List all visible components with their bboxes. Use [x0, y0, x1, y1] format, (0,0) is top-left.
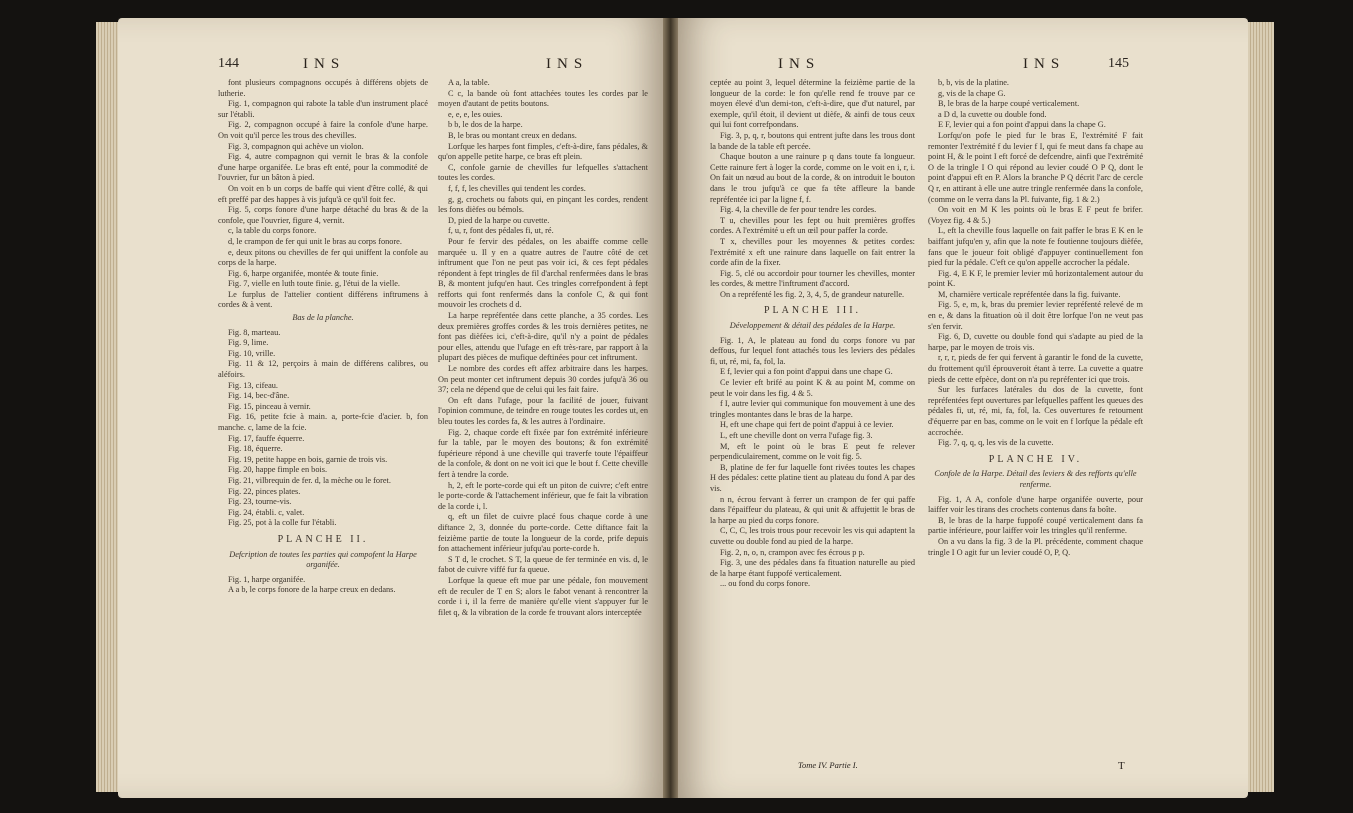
paragraph: Fig. 1, A A, confole d'une harpe organifée ouverte, pour laiffer voir les tirans des crochets contenus dans fa boîte.: [928, 494, 1143, 515]
paragraph: On eft dans l'ufage, pour la facilité de jouer, fuivant l'opinion commune, de teindre en rouge toutes les cordes ut, en bleu toutes les cordes fa, & les autres à l'ordinaire.: [438, 395, 648, 426]
plate-subtitle: Développement & détail des pédales de la Harpe.: [729, 321, 896, 331]
paragraph: Fig. 4, E K F, le premier levier mû horizontalement autour du point K.: [928, 268, 1143, 289]
paragraph: Fig. 5, corps fonore d'une harpe détaché du bras & de la confole, que l'ouvrier, figure 4, vernit.: [218, 205, 428, 225]
page-number: 144: [218, 56, 239, 71]
paragraph: Le furplus de l'attelier contient différens inftrumens à cordes & à vent.: [218, 289, 428, 310]
paragraph: B, le bras ou montant creux en dedans.: [448, 130, 577, 140]
paragraph: Lorfque la queue eft mue par une pédale, fon mouvement eft de reculer de T en S; alors le fabot venant à rencontrer la corde i i, il la ferre de manière qu'elle vient s'appuyer fur le filet q, & la vibration de la corde fe trouvant alors interceptée: [438, 575, 648, 617]
list-item: Fig. 9, lime.: [228, 338, 269, 348]
list-item: Fig. 16, petite fcie à main. a, porte-fcie d'acier. b, fon manche. c, lame de la fcie.: [218, 412, 428, 432]
paragraph: L, eft la cheville fous laquelle on fait paffer le bras E K en le baiffant jufqu'en y, afin que la note fe foutienne toujours dièfée, fans que le joueur foit obligé d'appuyer continuellement fon pied fur la pédale. C'eft ce qu'on appelle accrocher la pédale.: [928, 226, 1143, 268]
paragraph: Fig. 2, n, o, n, crampon avec fes écrous p p.: [720, 547, 865, 557]
paragraph: Fig. 2, compagnon occupé à faire la confole d'une harpe. On voit qu'il perce les trous des chevilles.: [218, 120, 428, 140]
running-header-right: INS: [1023, 56, 1066, 72]
paragraph: Pour fe fervir des pédales, on les abaiffe comme celle marquée u. Il y en a quatre autres de l'autre côté de cet inftrument que l'on ne peut pas voir ici, & ces fept pédales répondent à fept tringles de fil d'archal renfermées dans le bras B, & montent jufqu'en haut. Ces tringles correfpondent à fept refforts qui font renfermés dans la confole C, & qui font mouvoir les crochets d d.: [438, 236, 648, 310]
paragraph: f, f, f, les chevilles qui tendent les cordes.: [448, 183, 586, 193]
paragraph: Fig. 4, la cheville de fer pour tendre les cordes.: [720, 205, 877, 215]
right-page-column-1: [710, 78, 915, 590]
open-book: [118, 18, 1248, 798]
paragraph: Fig. 1, harpe organifée.: [228, 574, 306, 584]
paragraph: font plusieurs compagnons occupés à différens objets de lutherie.: [218, 78, 428, 98]
list-item: Fig. 19, petite happe en bois, garnie de trois vis.: [228, 454, 388, 464]
running-header-right: INS: [546, 56, 589, 72]
list-item: Fig. 15, pinceau à vernir.: [228, 401, 311, 411]
paragraph: e, deux pitons ou chevilles de fer qui uniffent la confole au corps de la harpe.: [218, 247, 428, 268]
paragraph: f I, autre levier qui communique fon mouvement à une des tringles montantes dans le bras de la harpe.: [710, 399, 915, 419]
paragraph: g, vis de la chape G.: [938, 88, 1006, 98]
list-item: Fig. 24, établi. c, valet.: [228, 507, 305, 517]
list-item: Fig. 11 & 12, perçoirs à main de différens calibres, ou aléfoirs.: [218, 359, 428, 380]
paragraph: Fig. 1, compagnon qui rabote la table d'un instrument placé sur l'établi.: [218, 99, 428, 119]
paragraph: b b, le dos de la harpe.: [448, 120, 523, 130]
left-page-column-1: [218, 78, 428, 596]
paragraph: Fig. 4, autre compagnon qui vernit le bras & la confole d'une harpe organifée. Le bras eft enté, pour la commodité de l'ouvrier, fur un bâton à pied.: [218, 152, 428, 183]
paragraph: Fig. 7, q, q, q, les vis de la cuvette.: [938, 438, 1054, 448]
book-right-edge: [1248, 22, 1274, 792]
list-item: Fig. 18, équerre.: [228, 444, 283, 454]
paragraph: Ce levier eft brifé au point K & au point M, comme on peut le voir dans les fig. 4 & 5.: [710, 378, 915, 398]
list-item: Fig. 23, tourne-vis.: [228, 497, 292, 507]
paragraph: Fig. 1, A, le plateau au fond du corps fonore vu par deffous, fur lequel font attachés tous les leviers des pédales fi, ut, ré, mi, fa, fol, la.: [710, 335, 915, 366]
paragraph: Fig. 5, clé ou accordoir pour tourner les chevilles, monter les cordes, & mettre l'inftrument d'accord.: [710, 268, 915, 289]
paragraph: C, confole garnie de chevilles fur lefquelles s'attachent toutes les cordes.: [438, 162, 648, 183]
page-number: 145: [1108, 56, 1129, 71]
paragraph: h, 2, eft le porte-corde qui eft un piton de cuivre; c'eft entre le porte-corde & l'attachement inférieur, que fe fait la vibration de la corde i, l.: [438, 480, 648, 511]
paragraph: ... ou fond du corps fonore.: [720, 579, 811, 589]
paragraph: Fig. 3, compagnon qui achève un violon.: [228, 141, 364, 151]
paragraph: B, le bras de la harpe fuppofé coupé verticalement dans fa partie inférieure, pour laiffer voir les tringles qu'il renferme.: [928, 515, 1143, 536]
paragraph: S T d, le crochet. S T, la queue de fer terminée en vis. d, le fabot de cuivre viffé fur fa queue.: [438, 554, 648, 575]
paragraph: T u, chevilles pour les fept ou huit premières groffes cordes. A l'extrémité u eft un œil pour paffer la corde.: [710, 215, 915, 236]
paragraph: b, b, vis de la platine.: [938, 78, 1009, 87]
paragraph: On voit en b un corps de baffe qui vient d'être collé, & qui eft preffé par des happes à vis jufqu'à ce qu'il foit fec.: [218, 183, 428, 204]
book-gutter: [663, 18, 678, 798]
paragraph: Fig. 2, chaque corde eft fixée par fon extrémité inférieure fur la table, par le moyen des boutons; & fon extrémité fupérieure répond à une cheville qui traverfe toute l'épaiffeur de la confole, & dont on ne voit ici que le bout f. Cette cheville fert à tendre la corde.: [438, 427, 648, 479]
paragraph: L, eft une cheville dont on verra l'ufage fig. 3.: [720, 431, 873, 440]
paragraph: On voit en M K les points où le bras E F peut fe brifer. (Voyez fig. 4 & 5.): [928, 205, 1143, 225]
paragraph: M, charnière verticale repréfentée dans la fig. fuivante.: [938, 289, 1121, 299]
list-item: Fig. 13, cifeau.: [228, 380, 279, 390]
plate-heading: PLANCHE IV.: [988, 453, 1083, 465]
left-page-column-2: [438, 78, 648, 618]
paragraph: f, u, r, font des pédales fi, ut, ré.: [448, 226, 554, 236]
list-item: Fig. 21, vilbrequin de fer. d, la mèche ou le foret.: [228, 475, 391, 485]
paragraph: A a b, le corps fonore de la harpe creux en dedans.: [228, 585, 396, 595]
paragraph: C c, la bande où font attachées toutes les cordes par le moyen d'autant de petits boutons.: [438, 88, 648, 109]
paragraph: A a, la table.: [448, 78, 490, 87]
paragraph: Fig. 3, p, q, r, boutons qui entrent jufte dans les trous dont la bande de la table eft percée.: [710, 130, 915, 151]
paragraph: r, r, r, pieds de fer qui fervent à garantir le fond de la cuvette, du frottement qu'il éprouveroit étant à terre. La cuvette a quatre pieds de cette efpèce, dont on n'a pu repréfenter ici que trois.: [928, 353, 1143, 384]
paragraph: q, eft un filet de cuivre placé fous chaque corde à une diftance 2, 3, donnée du porte-corde. Cette diftance fait la feizième partie de toute la longueur de la corde, prife depuis fon attachement inférieur jufqu'au porte-corde h.: [438, 512, 648, 554]
paragraph: B, le bras de la harpe coupé verticalement.: [938, 99, 1080, 109]
paragraph: On a repréfenté les fig. 2, 3, 4, 5, de grandeur naturelle.: [720, 289, 905, 299]
paragraph: c, la table du corps fonore.: [228, 226, 317, 236]
paragraph: Fig. 5, e, m, k, bras du premier levier repréfenté relevé de m en e, & dans la fituation où il doit être lorfque l'on ne veut pas s'en fervir.: [928, 300, 1143, 331]
list-item: Fig. 17, fauffe équerre.: [228, 433, 305, 443]
paragraph: On a vu dans la fig. 3 de la Pl. précédente, comment chaque tringle I O agit fur un levier coudé O, P, Q.: [928, 536, 1143, 557]
paragraph: g, g, crochets ou fabots qui, en pinçant les cordes, rendent les fons dièfes ou bémols.: [438, 194, 648, 215]
list-item: Fig. 25, pot à la colle fur l'établi.: [228, 518, 337, 528]
paragraph: Lorfqu'on pofe le pied fur le bras E, l'extrémité F fait remonter l'extrémité f du levier f I, qui fe meut dans fa chape au point H, & le point I eft forcé de defcendre, ainfi que l'extrémité O de la tringle I O qui répond au levier coudé O P Q, dont le point d'appui eft en P. Alors la branche P Q décrit l'arc de cercle Q r, en attirant à elle une autre tringle renfermée dans la confole, (comme on le verra dans la Pl. fuivante, fig. 1 & 2.): [928, 130, 1143, 204]
paragraph: D, pied de la harpe ou cuvette.: [448, 215, 550, 225]
paragraph: Le nombre des cordes eft affez arbitraire dans les harpes. On peut monter cet inftrument depuis 30 cordes jufqu'à 36 ou 37; cela ne dépend que de celui qui les fait faire.: [438, 364, 648, 395]
paragraph: Fig. 7, vielle en luth toute finie. g, l'étui de la vielle.: [228, 279, 401, 289]
paragraph: B, platine de fer fur laquelle font rivées toutes les chapes H des pédales: cette platine tient au plateau du fond A par des vis.: [710, 462, 915, 493]
paragraph: T x, chevilles pour les moyennes & petites cordes: l'extrémité x eft une rainure dans laquelle on fait entrer la corde afin de la fixer.: [710, 236, 915, 268]
paragraph: Chaque bouton a une rainure p q dans toute fa longueur. Cette rainure fert à loger la corde, comme on le voit en i, r, i. On fait un nœud au bout de la corde, & on introduit le bouton dans le trou jufqu'à ce que fa tête affleure la bande repréfentée ici par la ligne f, f.: [710, 152, 915, 204]
right-page: [678, 18, 1248, 798]
paragraph: Fig. 3, une des pédales dans fa fituation naturelle au pied de la harpe étant fuppofé verticalement.: [710, 558, 915, 578]
paragraph: Fig. 6, D, cuvette ou double fond qui s'adapte au pied de la harpe, par le moyen de trois vis.: [928, 332, 1143, 352]
paragraph: H, eft une chape qui fert de point d'appui à ce levier.: [720, 420, 894, 430]
paragraph: d, le crampon de fer qui unit le bras au corps fonore.: [228, 236, 402, 246]
running-header-left: INS: [778, 56, 821, 72]
list-item: Fig. 8, marteau.: [228, 327, 281, 337]
paragraph: a D d, la cuvette ou double fond.: [938, 109, 1047, 119]
plate-heading: PLANCHE III.: [763, 305, 862, 317]
list-item: Fig. 20, happe fimple en bois.: [228, 465, 328, 475]
plate-heading: PLANCHE II.: [277, 533, 369, 545]
list-item: Fig. 22, pinces plates.: [228, 486, 301, 496]
volume-footer: Tome IV. Partie I.: [798, 760, 858, 770]
book-left-edge: [96, 22, 118, 792]
paragraph: E F, levier qui a fon point d'appui dans la chape G.: [938, 120, 1106, 130]
plate-subtitle: Confole de la Harpe. Détail des leviers & des refforts qu'elle renferme.: [934, 469, 1137, 489]
paragraph: n n, écrou fervant à ferrer un crampon de fer qui paffe dans l'épaiffeur du plateau, & qui unit & affujettit le bras de la harpe au pied du corps fonore.: [710, 494, 915, 525]
section-subheading: Bas de la planche.: [292, 313, 354, 323]
list-item: Fig. 10, vrille.: [228, 348, 276, 358]
running-header-left: INS: [303, 56, 346, 72]
paragraph: E f, levier qui a fon point d'appui dans une chape G.: [720, 367, 893, 377]
paragraph: Lorfque les harpes font fimples, c'eft-à-dire, fans pédales, & qu'on appelle petite harpe, ce bras eft plein.: [438, 141, 648, 162]
paragraph: e, e, e, les ouies.: [448, 109, 503, 119]
plate-subtitle: Defcription de toutes les parties qui compofent la Harpe organifée.: [229, 549, 417, 570]
paragraph: ceptée au point 3, lequel détermine la feizième partie de la longueur de la corde: le fon qu'elle rend fe trouve par ce moyen élevé d'un demi-ton, c'eft-à-dire, que d'ut naturel, par exemple, qu'il étoit, il devient ut dièfe, & ainfi de tous ceux qui lui font correfpondans.: [710, 78, 915, 130]
paragraph: M, eft le point où le bras E peut fe relever perpendiculairement, comme on le voit fig. 5.: [710, 441, 915, 462]
left-page: [118, 18, 663, 798]
paragraph: Sur les furfaces latérales du dos de la cuvette, font repréfentées fept ouvertures par lefquelles paffent les queues des pédales fi, ut, ré, mi, fa, fol, la. Ces ouvertures fe retournent d'équerre par en bas, comme on le voit en f lorfque la pédale eft accrochée.: [928, 385, 1143, 437]
list-item: Fig. 14, bec-d'âne.: [228, 391, 290, 401]
paragraph: Fig. 6, harpe organifée, montée & toute finie.: [228, 268, 379, 278]
paragraph: C, C, C, les trois trous pour recevoir les vis qui adaptent la cuvette ou double fond au pied de la harpe.: [710, 526, 915, 546]
paragraph: La harpe repréfentée dans cette planche, a 35 cordes. Les deux premières groffes cordes & les trois dernières petites, ne font pas dièfées ici, c'eft-à-dire, qu'il n'y a point de pédales pour elles, attendu que l'ufage en eft très-rare, par rapport à la plupart des pièces de mufique deftinées pour cet inftrument.: [438, 311, 648, 363]
right-page-column-2: [928, 78, 1143, 558]
signature-mark: T: [1118, 760, 1125, 772]
